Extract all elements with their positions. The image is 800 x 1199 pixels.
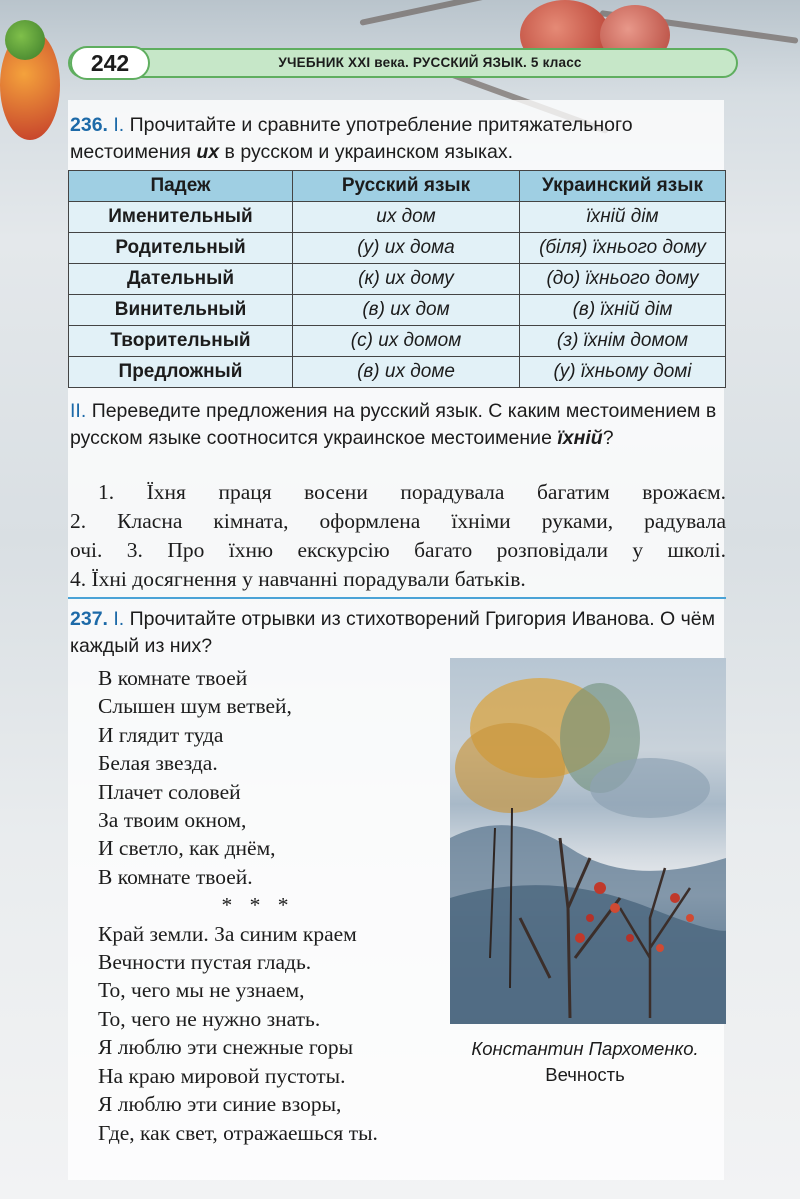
page-number: 242 [70, 46, 150, 80]
case-name: Родительный [69, 233, 293, 264]
table-header-row [69, 171, 726, 202]
poem-line: Белая звезда. [98, 751, 218, 776]
poem-1 [98, 664, 418, 1147]
ukrainian-form: (з) їхнім домом [520, 326, 726, 357]
russian-form: (с) их домом [293, 326, 520, 357]
poem-line: В комнате твоей [98, 666, 248, 690]
ua-sentence-line: очі. 3. Про їхню екскурсію багато розповідали у школі. [70, 538, 726, 562]
ex236-task2-a: Переведите предложения на русский язык. С каким местоимением в русском языке соотносится украинское местоимение [70, 400, 717, 449]
caption-author: Константин Пархоменко. [471, 1038, 699, 1059]
poem-line: То, чего не нужно знать. [98, 1006, 321, 1031]
poem-line: И светло, как днём, [98, 836, 276, 861]
painting-image [450, 658, 726, 1024]
ex237-part1-marker: I. [113, 608, 125, 630]
ex236-intro-b: в русском и украинском языках. [224, 141, 514, 163]
ex236-intro-word: их [196, 141, 220, 163]
ex236-task2-word: їхній [557, 427, 603, 449]
russian-form: (у) их дома [293, 233, 520, 264]
ex236-task2-b: ? [602, 427, 614, 449]
russian-form: их дом [293, 202, 520, 233]
ukrainian-form: (до) їхнього дому [520, 264, 726, 295]
russian-form: (в) их дом [293, 295, 520, 326]
poem-line: Вечности пустая гладь. [98, 950, 312, 975]
section-divider [68, 597, 726, 599]
ex236-intro [70, 112, 726, 166]
ukrainian-form: (в) їхній дім [520, 295, 726, 326]
case-name: Предложный [69, 357, 293, 388]
ex236-intro-a: Прочитайте и сравните употребление притяжательного местоимения [70, 114, 633, 163]
table-row [69, 233, 726, 264]
caption-title: Вечность [545, 1064, 625, 1085]
poem-line: За твоим окном, [98, 808, 247, 833]
header-case: Падеж [69, 171, 293, 202]
poem-line: Я люблю эти синие взоры, [98, 1092, 342, 1117]
painting-caption [440, 1036, 730, 1088]
book-title: УЧЕБНИК XXI века. РУССКИЙ ЯЗЫК. 5 класс [278, 55, 582, 70]
table-row [69, 295, 726, 326]
ukrainian-form: (у) їхньому домі [520, 357, 726, 388]
table-row [69, 357, 726, 388]
ua-sentence-line: 2. Класна кімната, оформлена їхніми руками, радувала [70, 509, 726, 533]
ex236-number: 236. [70, 114, 108, 136]
poem-line: Где, как свет, отражаешься ты. [98, 1120, 378, 1145]
table-row [69, 202, 726, 233]
header-ukrainian: Украинский язык [520, 171, 726, 202]
ex236-part1-marker: I. [113, 114, 125, 136]
poem-line: И глядит туда [98, 722, 224, 747]
poem-line: Плачет соловей [98, 779, 241, 804]
ex236-task2 [70, 398, 726, 452]
ua-sentence-line: 4. Їхні досягнення у навчанні порадували батьків. [70, 567, 526, 591]
ukrainian-form: їхній дім [520, 202, 726, 233]
ex237-task-text: Прочитайте отрывки из стихотворений Григория Иванова. О чём каждый из них? [70, 608, 716, 657]
russian-form: (в) их доме [293, 357, 520, 388]
poem-line: Край земли. За синим краем [98, 921, 357, 946]
header-russian: Русский язык [293, 171, 520, 202]
ua-sentence-line: 1. Їхня праця восени порадувала багатим врожаєм. [98, 480, 726, 504]
ukrainian-form: (біля) їхнього дому [520, 233, 726, 264]
ex237-task [70, 606, 726, 660]
table-row [69, 326, 726, 357]
painting-eternity [450, 658, 726, 1024]
poem-line: На краю мировой пустоты. [98, 1063, 346, 1088]
poem-separator: * * * [221, 893, 295, 918]
poem-line: То, чего мы не узнаем, [98, 978, 305, 1003]
case-table [68, 170, 726, 388]
ex236-part2-marker: II. [70, 400, 87, 422]
ex237-number: 237. [70, 608, 108, 630]
case-name: Дательный [69, 264, 293, 295]
case-name: Творительный [69, 326, 293, 357]
russian-form: (к) их дому [293, 264, 520, 295]
case-name: Винительный [69, 295, 293, 326]
poem-line: Я люблю эти снежные горы [98, 1035, 354, 1060]
poem-line: Слышен шум ветвей, [98, 694, 292, 719]
poem-line: В комнате твоей. [98, 864, 253, 889]
table-row [69, 264, 726, 295]
case-name: Именительный [69, 202, 293, 233]
